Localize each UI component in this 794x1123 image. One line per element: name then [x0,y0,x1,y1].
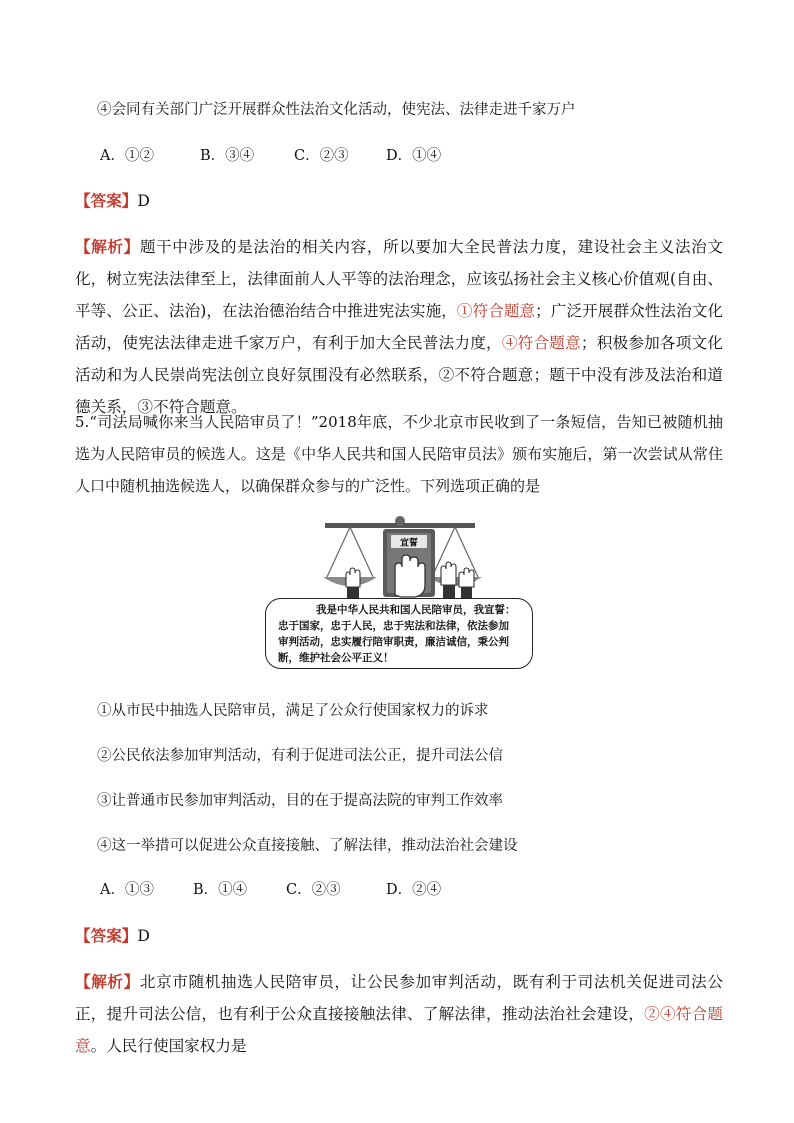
oath-line-1: 我是中华人民共和国人民陪审员，我宣誓： [316,604,516,616]
q5-option-d: D．②④ [386,882,442,898]
answer-value: D [137,927,150,945]
q5-item-3: ③让普通市民参加审判活动，目的在于提高法院的审判工作效率 [97,793,503,809]
answer-tag: 【答案】 [75,191,138,210]
analysis-tag: 【解析】 [75,972,140,991]
q4-option-d: D．①④ [386,148,442,164]
analysis-highlight-1: ①符合题意 [456,302,536,320]
analysis-highlight-2: ④符合题意 [501,334,581,352]
analysis-text-2: 。人民行使国家权力是 [90,1037,247,1055]
analysis-text-3: ；积极参加各项文化活动和为人民崇尚宪法创立良好氛围没有必然联系，②不符合题意；题干中没有涉及法治和道德关系，③不符合题意。 [75,334,723,416]
q4-answer [75,191,150,211]
q4-analysis [75,231,723,416]
book-label: 宣誓 [399,538,419,549]
q5-item-4: ④这一举措可以促进公众直接接触、了解法律，推动法治社会建设 [97,838,518,854]
oath-line-2: 忠于国家，忠于人民，忠于宪法和法律，依法参加 [278,620,509,632]
q4-option-a: A．①② [100,148,154,164]
answer-value: D [137,192,150,210]
q4-option-c: C．②③ [294,148,349,164]
q5-answer [75,926,150,946]
analysis-text-1: 题干中涉及的是法治的相关内容，所以要加大全民普法力度，建设社会主义法治文化，树立宪法法律至上，法律面前人人平等的法治理念，应该弘扬社会主义核心价值观(自由、平等、公正、法治)，在法治德治结合中推进宪法实施， [75,238,723,320]
q5-option-c: C．②③ [286,882,341,898]
answer-tag: 【答案】 [75,926,138,945]
q5-analysis [75,966,723,1055]
analysis-highlight-1: ②④符合题意 [75,1005,723,1055]
q5-item-1: ①从市民中抽选人民陪审员，满足了公众行使国家权力的诉求 [97,703,489,719]
oath-textbox [265,598,533,669]
q5-option-b: B．①④ [193,882,248,898]
analysis-tag: 【解析】 [75,237,140,256]
q4-item-4: ④会同有关部门广泛开展群众性法治文化活动，使宪法、法律走进千家万户 [97,102,576,118]
q5-option-a: A．①③ [100,882,154,898]
q4-option-b: B．③④ [200,148,255,164]
q5-stem [75,406,723,502]
analysis-text-2: ；广泛开展群众性法治文化活动，使宪法法律走进千家万户，有利于加大全民普法力度， [75,302,723,352]
oath-line-4: 断，维护社会公平正义！ [278,652,394,664]
oath-line-3: 审判活动，忠实履行陪审职责，廉洁诚信，秉公判 [278,636,509,648]
q5-stem-text: 5.“司法局喊你来当人民陪审员了！”2018年底，不少北京市民收到了一条短信，告知已被随机抽选为人民陪审员的候选人。这是《中华人民共和国人民陪审员法》颁布实施后，第一次尝试从常住人口中随机抽选候选人，以确保群众参与的广泛性。下列选项正确的是 [75,413,723,495]
raised-hand-left-icon [346,568,360,599]
analysis-text-1: 北京市随机抽选人民陪审员，让公民参加审判活动，既有利于司法机关促进司法公正，提升司法公信，也有利于公众直接接触法律、了解法律，推动法治社会建设， [75,973,723,1023]
scale-top-knob [395,516,405,526]
q5-item-2: ②公民依法参加审判活动，有利于促进司法公正，提升司法公信 [97,748,503,764]
